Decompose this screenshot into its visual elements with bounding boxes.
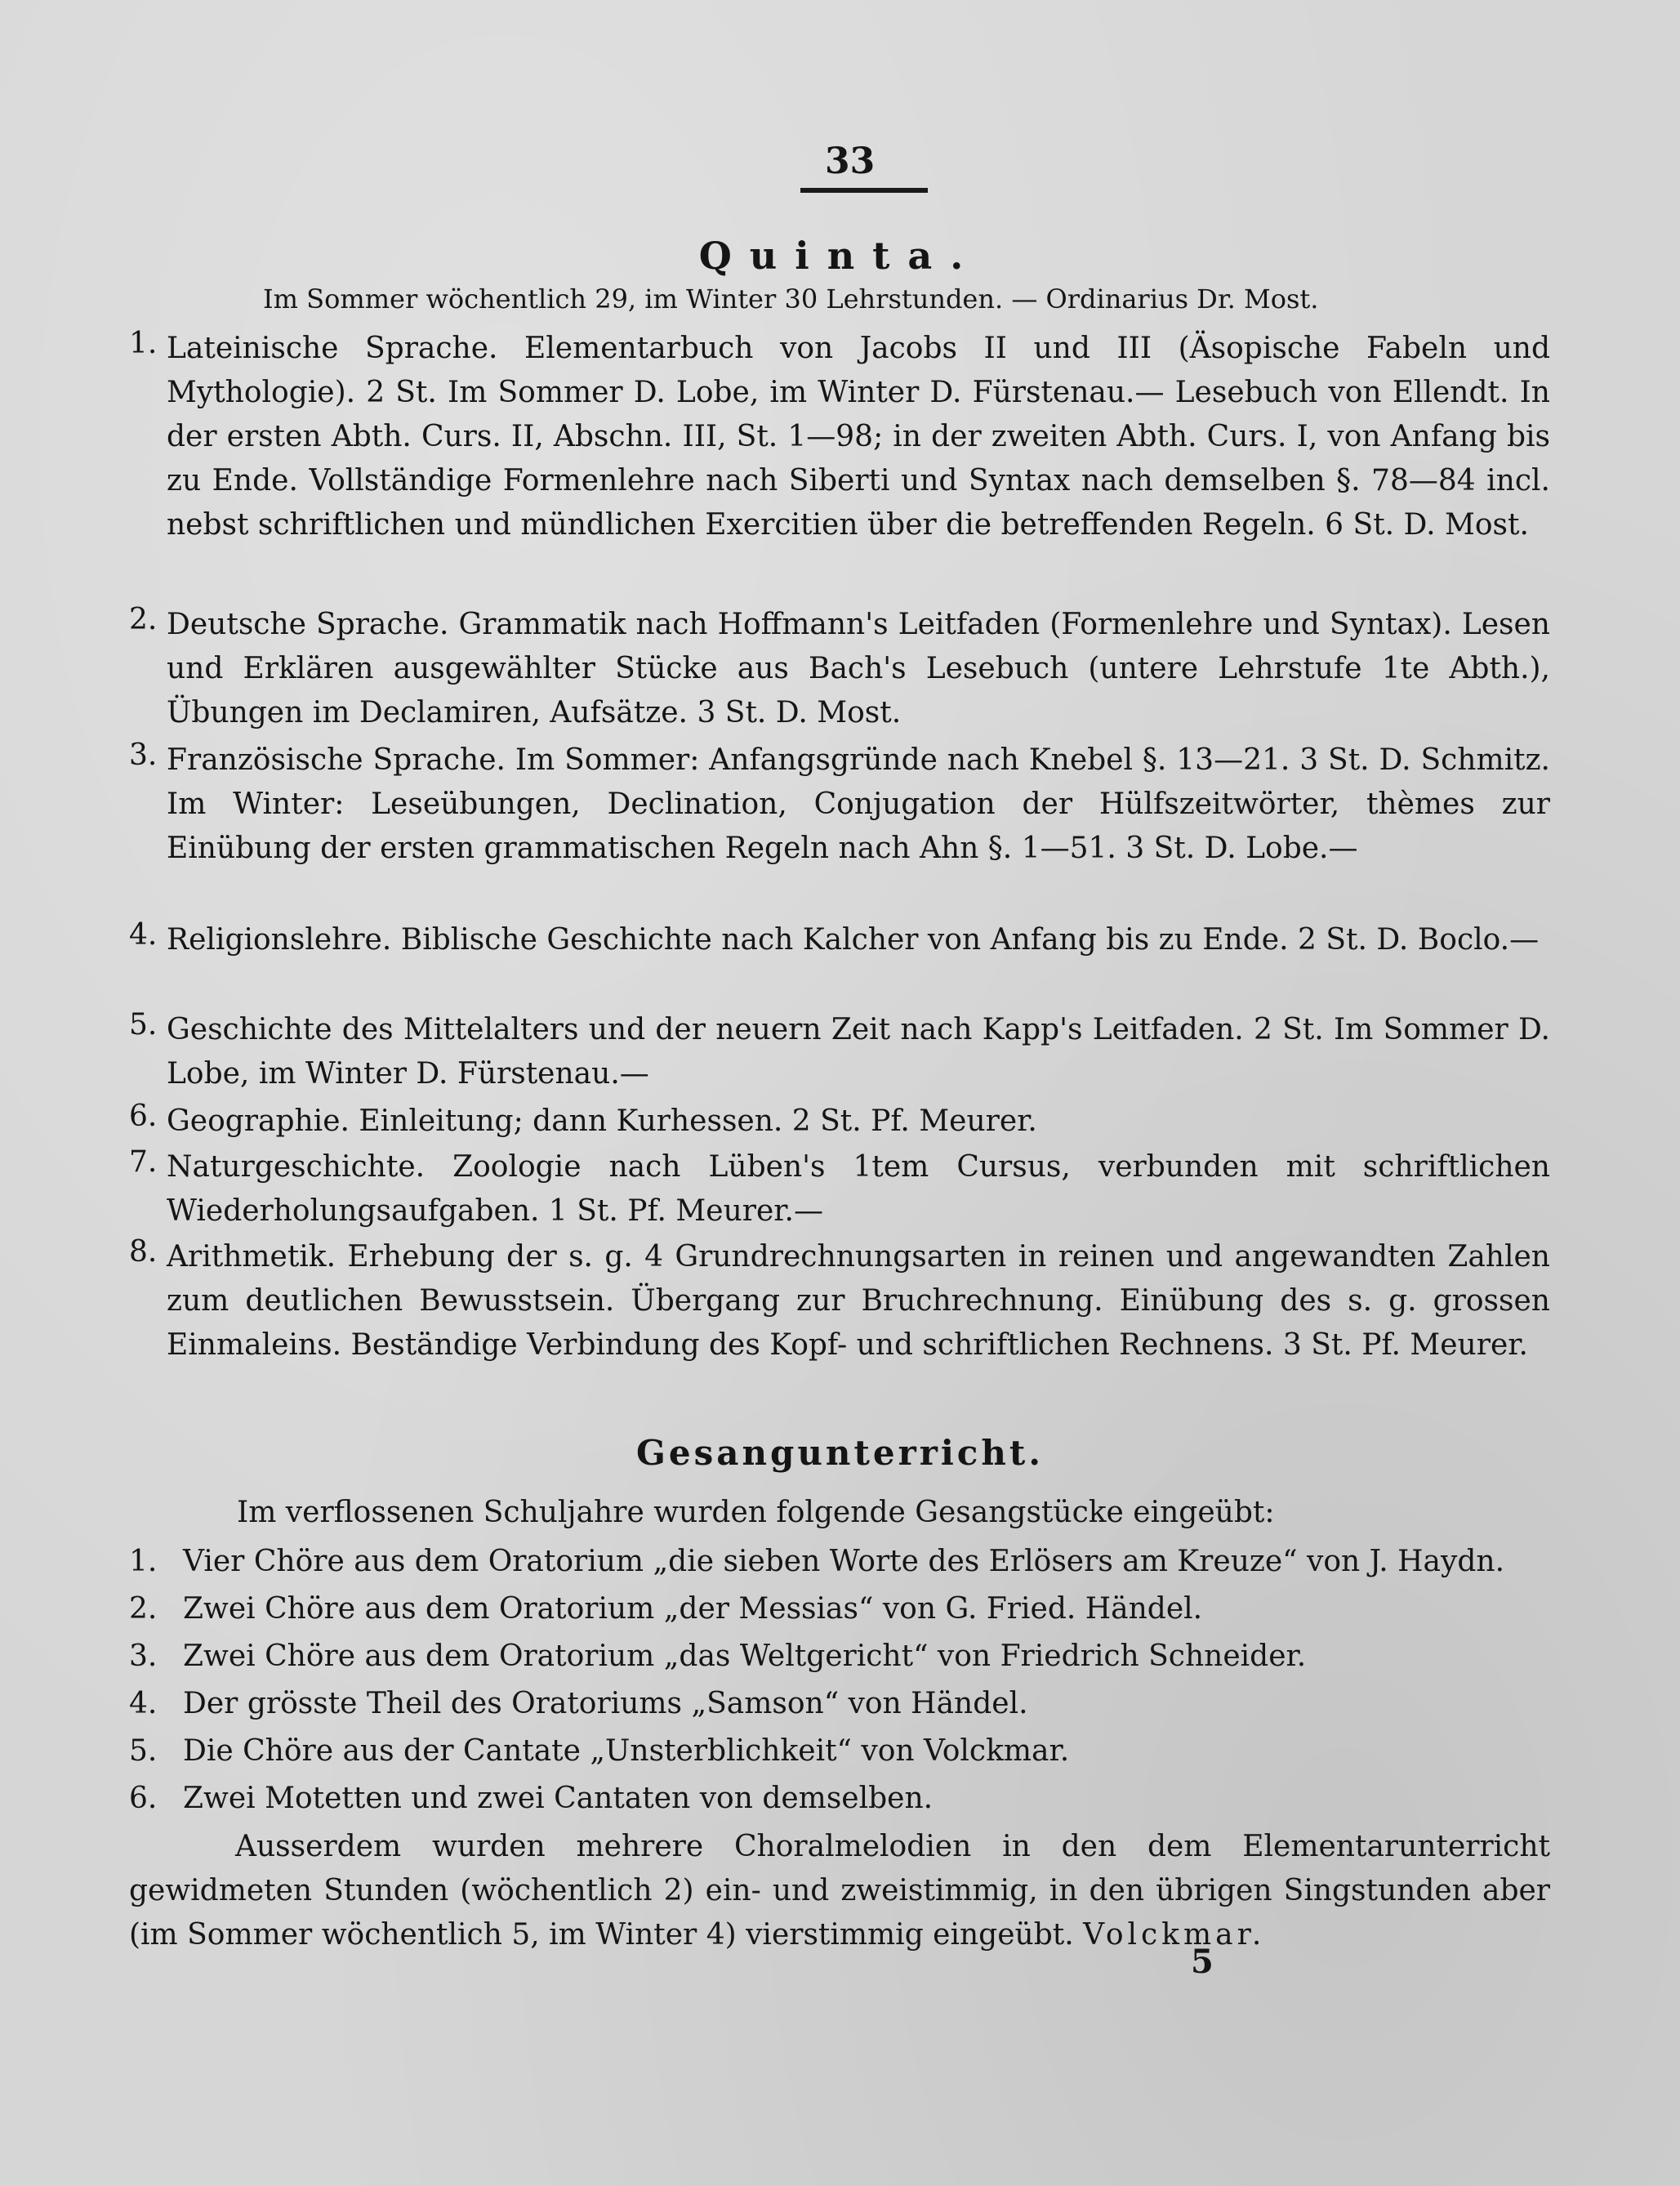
- singing-section-title: Gesangunterricht.: [636, 1433, 1044, 1473]
- list-item: [129, 1730, 1069, 1773]
- item-text: Die Chöre aus der Cantate „Unsterblichkeit“ von Volckmar.: [183, 1734, 1070, 1768]
- item-number: 3.: [129, 738, 158, 772]
- item-text: Lateinische Sprache. Elementarbuch von Jacobs II und III (Äsopische Fabeln und Mythologie). 2 St. Im Sommer D. Lobe, im Winter D. Fürstenau.— Lesebuch von Ellendt. In der ersten Abth. Curs. II, Abschn. III, St. 1—98; in der zweiten Abth. Curs. I, von Anfang bis zu Ende. Vollständige Formenlehre nach Siberti und Syntax nach demselben §. 78—84 incl. nebst schriftlichen und mündlichen Exercitien über die betreffenden Regeln. 6 St. D. Most.: [167, 332, 1550, 542]
- list-item: [129, 1541, 1504, 1583]
- section-subtitle: Im Sommer wöchentlich 29, im Winter 30 Lehrstunden. — Ordinarius Dr. Most.: [263, 283, 1319, 315]
- item-number: 6.: [129, 1782, 158, 1815]
- item-number: 4.: [129, 918, 158, 952]
- section-title: Quinta.: [698, 234, 982, 278]
- item-number: 6.: [129, 1100, 158, 1133]
- item-text: Religionslehre. Biblische Geschichte nach Kalcher von Anfang bis zu Ende. 2 St. D. Boclo.—: [167, 923, 1540, 957]
- item-text: Zwei Chöre aus dem Oratorium „der Messias“ von G. Fried. Händel.: [183, 1592, 1203, 1626]
- list-item: [129, 1588, 1202, 1631]
- item-text: Naturgeschichte. Zoologie nach Lüben's 1tem Cursus, verbunden mit schriftlichen Wiederholungsaufgaben. 1 St. Pf. Meurer.—: [167, 1150, 1550, 1228]
- item-text: Geographie. Einleitung; dann Kurhessen. 2 St. Pf. Meurer.: [167, 1104, 1037, 1138]
- item-number: 2.: [129, 1592, 158, 1626]
- closing-paragraph: [129, 1825, 1550, 1957]
- item-text: Zwei Motetten und zwei Cantaten von demselben.: [183, 1782, 934, 1815]
- item-text: Vier Chöre aus dem Oratorium „die sieben Worte des Erlösers am Kreuze“ von J. Haydn.: [183, 1545, 1505, 1578]
- item-number: 7.: [129, 1145, 158, 1179]
- item-number: 8.: [129, 1235, 158, 1269]
- item-number: 4.: [129, 1687, 158, 1720]
- list-item: [129, 1778, 933, 1820]
- closing-signature: Volckmar.: [1083, 1918, 1266, 1952]
- item-text: Zwei Chöre aus dem Oratorium „das Weltgericht“ von Friedrich Schneider.: [183, 1640, 1307, 1673]
- item-text: Arithmetik. Erhebung der s. g. 4 Grundrechnungsarten in reinen und angewandten Zahlen zum deutlichen Bewusstsein. Übergang zur Bruchrechnung. Einübung des s. g. grossen Einmaleins. Beständige Verbindung des Kopf- und schriftlichen Rechnens. 3 St. Pf. Meurer.: [167, 1240, 1550, 1362]
- singing-intro: Im verflossenen Schuljahre wurden folgende Gesangstücke eingeübt:: [237, 1496, 1275, 1529]
- list-item: [129, 1683, 1028, 1725]
- header-rule: [800, 188, 928, 193]
- item-text: Der grösste Theil des Oratoriums „Samson“ von Händel.: [183, 1687, 1028, 1720]
- item-number: 1.: [129, 1545, 158, 1578]
- page-number: 33: [825, 141, 876, 182]
- item-number: 2.: [129, 603, 158, 636]
- item-text: Französische Sprache. Im Sommer: Anfangsgründe nach Knebel §. 13—21. 3 St. D. Schmitz. Im Winter: Leseübungen, Declination, Conjugation der Hülfszeitwörter, thèmes zur Einübung der ersten grammatischen Regeln nach Ahn §. 1—51. 3 St. D. Lobe.—: [167, 743, 1550, 865]
- item-text: Deutsche Sprache. Grammatik nach Hoffmann's Leitfaden (Formenlehre und Syntax). Lesen und Erklären ausgewählter Stücke aus Bach's Lesebuch (untere Lehrstufe 1te Abth.), Übungen im Declamiren, Aufsätze. 3 St. D. Most.: [167, 608, 1550, 729]
- item-text: Geschichte des Mittelalters und der neuern Zeit nach Kapp's Leitfaden. 2 St. Im Sommer D. Lobe, im Winter D. Fürstenau.—: [167, 1013, 1550, 1091]
- signature-mark: 5: [1191, 1943, 1214, 1981]
- item-number: 5.: [129, 1008, 158, 1042]
- list-item: [129, 1635, 1306, 1678]
- item-number: 3.: [129, 1640, 158, 1673]
- item-number: 1.: [129, 327, 158, 360]
- closing-text: Ausserdem wurden mehrere Choralmelodien in den dem Elementarunterricht gewidmeten Stunden (wöchentlich 2) ein- und zweistimmig, in den übrigen Singstunden aber (im Sommer wöchentlich 5, im Winter 4) vierstimmig eingeübt.: [129, 1830, 1550, 1952]
- item-number: 5.: [129, 1734, 158, 1768]
